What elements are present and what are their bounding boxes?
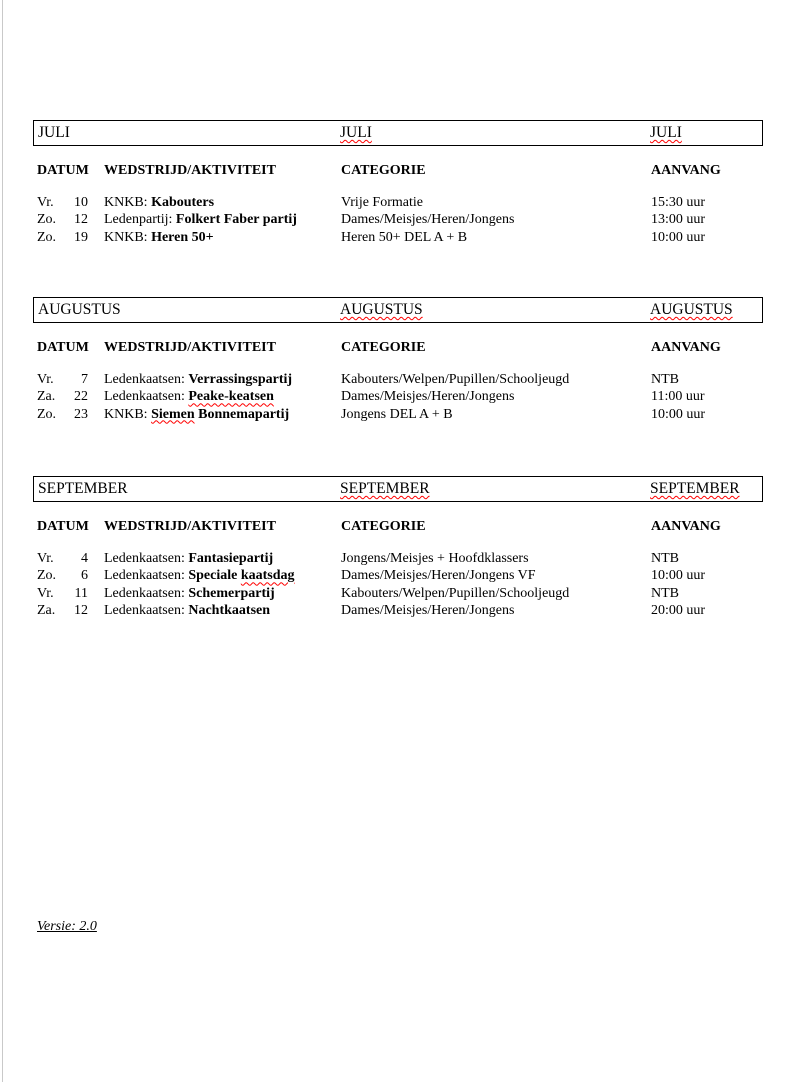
header-aanvang: AANVANG — [651, 340, 721, 355]
row-date: 11 — [74, 585, 88, 601]
row-date: 22 — [74, 389, 88, 405]
month-title: JULI — [38, 124, 70, 141]
row-time: 15:30 uur — [651, 195, 706, 210]
row-date: 7 — [81, 372, 88, 387]
month-title-repeat: AUGUSTUS — [340, 301, 423, 318]
row-time: 10:00 uur — [651, 568, 706, 584]
row-date: 4 — [81, 551, 88, 566]
column-headers — [0, 163, 787, 179]
row-day: Vr. — [37, 551, 54, 566]
month-title-repeat: SEPTEMBER — [340, 480, 430, 497]
activity-prefix: KNKB: — [104, 406, 152, 422]
row-day: Vr. — [37, 372, 54, 387]
activity-prefix: Ledenkaatsen: — [104, 602, 189, 618]
header-wedstrijd: WEDSTRIJD/AKTIVITEIT — [104, 163, 276, 178]
row-activity — [104, 195, 214, 211]
activity-prefix: Ledenkaatsen: — [104, 551, 189, 566]
activity-prefix: Ledenkaatsen: — [104, 568, 189, 584]
row-activity — [104, 230, 214, 246]
header-categorie: CATEGORIE — [341, 519, 426, 534]
row-category: Dames/Meisjes/Heren/Jongens VF — [341, 568, 536, 584]
row-activity — [104, 603, 270, 619]
row-day: Zo. — [37, 229, 57, 245]
month-title-repeat: JULI — [340, 124, 372, 141]
activity-title: Schemerpartij — [188, 585, 275, 601]
column-headers — [0, 519, 787, 535]
row-day: Za. — [37, 389, 56, 405]
activity-title: kaatsdag — [240, 568, 295, 584]
schedule-rows — [0, 551, 787, 620]
header-aanvang: AANVANG — [651, 163, 721, 178]
activity-title: Nachtkaatsen — [188, 602, 271, 618]
row-day: Za. — [37, 602, 56, 618]
month-title: AUGUSTUS — [38, 301, 121, 318]
row-activity — [104, 551, 273, 567]
schedule-rows — [0, 372, 787, 424]
schedule-row — [0, 586, 787, 603]
row-date: 23 — [74, 406, 88, 422]
month-header-box-augustus — [33, 297, 763, 323]
row-activity — [104, 586, 275, 602]
activity-prefix: Ledenkaatsen: — [104, 585, 189, 601]
row-date: 12 — [74, 602, 88, 618]
row-day: Vr. — [37, 195, 54, 210]
header-categorie: CATEGORIE — [341, 340, 426, 355]
schedule-row — [0, 407, 787, 424]
schedule-row — [0, 603, 787, 620]
header-wedstrijd: WEDSTRIJD/AKTIVITEIT — [104, 340, 276, 355]
schedule-row — [0, 389, 787, 406]
row-date: 6 — [81, 568, 88, 584]
row-time: NTB — [651, 372, 679, 387]
activity-title: Heren 50+ — [151, 229, 214, 245]
row-day: Zo. — [37, 406, 57, 422]
activity-prefix: KNKB: — [104, 195, 152, 210]
row-activity — [104, 372, 292, 388]
header-datum: DATUM — [37, 163, 89, 178]
row-category: Kabouters/Welpen/Pupillen/Schooljeugd — [341, 585, 570, 601]
schedule-row — [0, 372, 787, 389]
row-category: Dames/Meisjes/Heren/Jongens — [341, 212, 515, 228]
row-time: 13:00 uur — [651, 212, 706, 228]
row-activity — [104, 407, 289, 423]
activity-title: Bonnemapartij — [194, 406, 290, 422]
header-aanvang: AANVANG — [651, 519, 721, 534]
month-header-box-september — [33, 476, 763, 502]
schedule-row — [0, 551, 787, 568]
schedule-row — [0, 195, 787, 212]
row-activity — [104, 212, 297, 228]
activity-title: Kabouters — [151, 195, 215, 210]
schedule-row — [0, 212, 787, 229]
row-category: Heren 50+ DEL A + B — [341, 229, 468, 245]
activity-title: Fantasiepartij — [188, 551, 274, 566]
activity-title: Peake-keatsen — [188, 389, 274, 405]
activity-title: Verrassingspartij — [188, 372, 293, 387]
activity-title: Speciale — [188, 568, 241, 584]
row-activity — [104, 568, 295, 584]
schedule-row — [0, 230, 787, 247]
header-datum: DATUM — [37, 340, 89, 355]
row-day: Vr. — [37, 585, 54, 601]
row-category: Dames/Meisjes/Heren/Jongens — [341, 389, 515, 405]
row-category: Kabouters/Welpen/Pupillen/Schooljeugd — [341, 372, 570, 387]
row-category: Jongens/Meisjes + Hoofdklassers — [341, 551, 529, 566]
column-headers — [0, 340, 787, 356]
row-day: Zo. — [37, 212, 57, 228]
row-time: 20:00 uur — [651, 602, 706, 618]
activity-prefix: KNKB: — [104, 229, 152, 245]
month-title-repeat: SEPTEMBER — [650, 480, 740, 497]
month-title-repeat: AUGUSTUS — [650, 301, 733, 318]
month-title-repeat: JULI — [650, 124, 682, 141]
row-date: 12 — [74, 212, 88, 228]
header-wedstrijd: WEDSTRIJD/AKTIVITEIT — [104, 519, 276, 534]
activity-title: Siemen — [151, 406, 195, 422]
row-time: NTB — [651, 585, 679, 601]
header-categorie: CATEGORIE — [341, 163, 426, 178]
activity-prefix: Ledenpartij: — [104, 212, 176, 228]
row-category: Vrije Formatie — [341, 195, 423, 210]
row-category: Dames/Meisjes/Heren/Jongens — [341, 602, 515, 618]
row-time: 11:00 uur — [651, 389, 705, 405]
row-time: 10:00 uur — [651, 406, 706, 422]
version-label: Versie: 2.0 — [37, 919, 97, 934]
row-date: 19 — [74, 229, 88, 245]
header-datum: DATUM — [37, 519, 89, 534]
row-activity — [104, 389, 274, 405]
month-title: SEPTEMBER — [38, 480, 128, 497]
schedule-row — [0, 568, 787, 585]
month-header-box-juli — [33, 120, 763, 146]
row-time: NTB — [651, 551, 679, 566]
row-time: 10:00 uur — [651, 229, 706, 245]
row-date: 10 — [74, 195, 88, 210]
row-day: Zo. — [37, 568, 57, 584]
row-category: Jongens DEL A + B — [341, 406, 453, 422]
activity-prefix: Ledenkaatsen: — [104, 389, 189, 405]
activity-title: Folkert Faber partij — [175, 212, 297, 228]
schedule-rows — [0, 195, 787, 247]
activity-prefix: Ledenkaatsen: — [104, 372, 189, 387]
